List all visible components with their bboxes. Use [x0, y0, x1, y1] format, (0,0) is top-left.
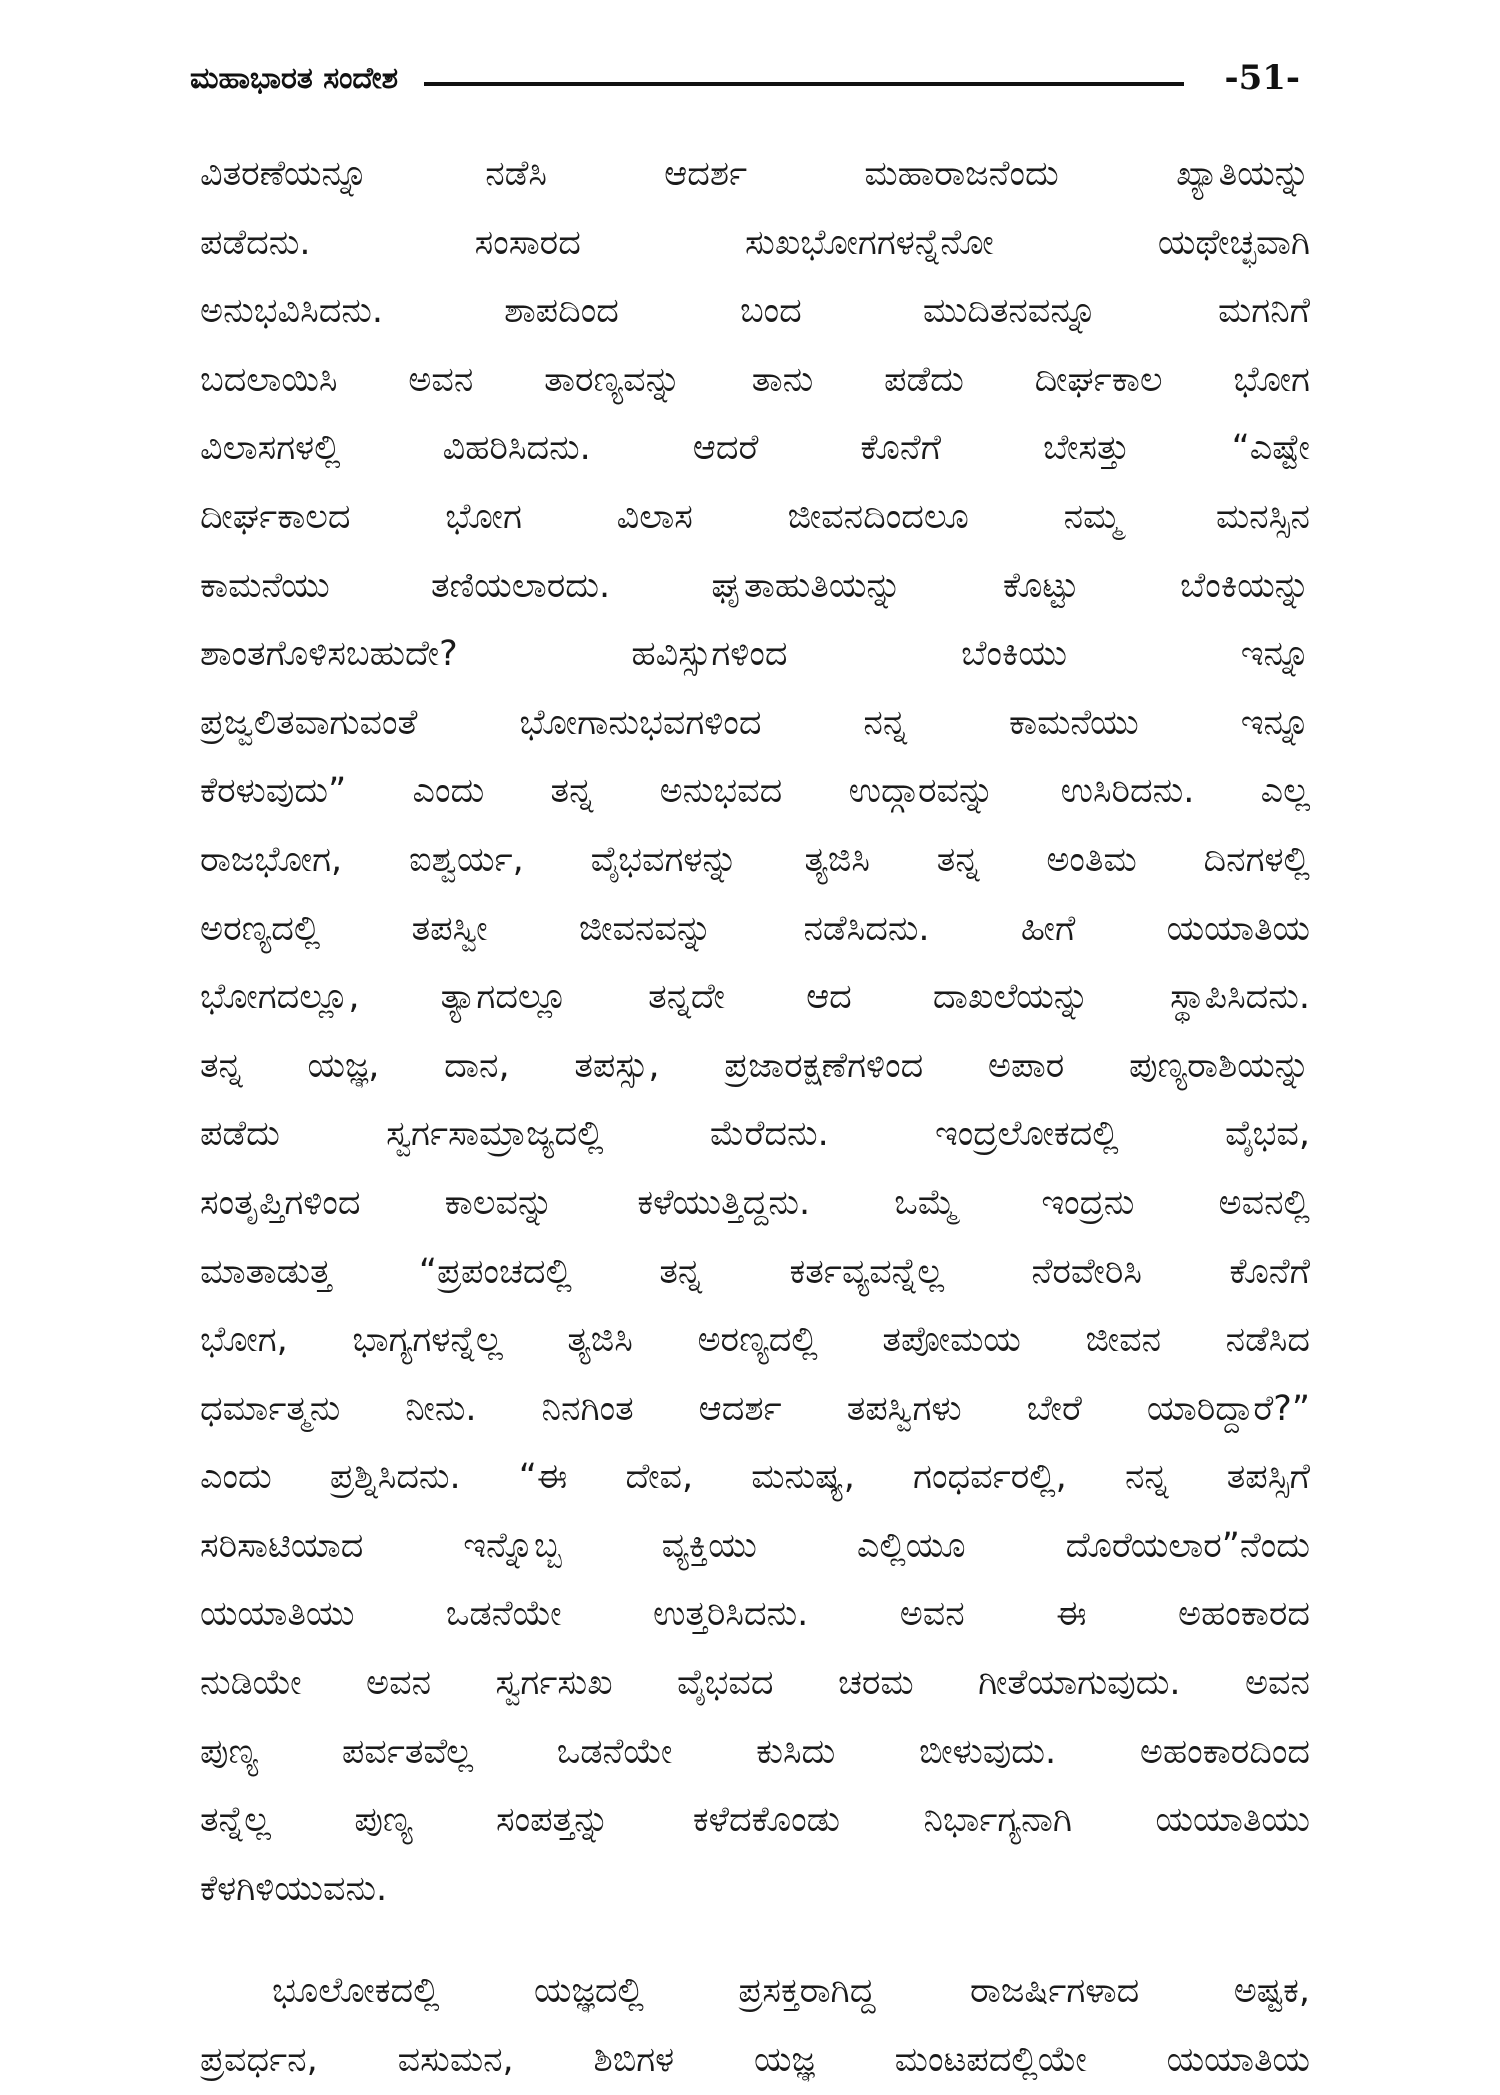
text-line: ಪಡೆದನು. ಸಂಸಾರದ ಸುಖಭೋಗಗಳನ್ನೆನೋ ಯಥೇಚ್ಛವಾಗಿ — [200, 222, 1310, 263]
text-line: ಪ್ರವರ್ಧನ, ವಸುಮನ, ಶಿಬಿಗಳ ಯಜ್ಞ ಮಂಟಪದಲ್ಲಿಯೇ ಯಯಾತಿಯ — [200, 2040, 1310, 2081]
text-line: ಸಂತೃಪ್ತಿಗಳಿಂದ ಕಾಲವನ್ನು ಕಳೆಯುತ್ತಿದ್ದನು. ಒಮ್ಮೆ ಇಂದ್ರನು ಅವನಲ್ಲಿ — [200, 1182, 1310, 1223]
text-line: ವಿತರಣೆಯನ್ನೂ ನಡೆಸಿ ಆದರ್ಶ ಮಹಾರಾಜನೆಂದು ಖ್ಯಾತಿಯನ್ನು — [200, 154, 1310, 194]
paragraph-list — [200, 140, 1310, 2095]
text-line: ಪುಣ್ಯ ಪರ್ವತವೆಲ್ಲ ಒಡನೆಯೇ ಕುಸಿದು ಬೀಳುವುದು. ಅಹಂಕಾರದಿಂದ — [200, 1731, 1310, 1772]
text-line: ಪ್ರಜ್ವಲಿತವಾಗುವಂತೆ ಭೋಗಾನುಭವಗಳಿಂದ ನನ್ನ ಕಾಮನೆಯು ಇನ್ನೂ — [200, 702, 1310, 743]
page-number: -51- — [1224, 58, 1300, 98]
paragraph-gap — [200, 1923, 1310, 1957]
header-rule — [424, 82, 1184, 86]
text-line: ಕಾಮನೆಯು ತಣಿಯಲಾರದು. ಘೃತಾಹುತಿಯನ್ನು ಕೊಟ್ಟು ಬೆಂಕಿಯನ್ನು — [200, 565, 1310, 606]
text-line: ಬದಲಾಯಿಸಿ ಅವನ ತಾರಣ್ಯವನ್ನು ತಾನು ಪಡೆದು ದೀರ್ಘಕಾಲ ಭೋಗ — [200, 359, 1310, 400]
text-line: ಕೆಳಗಿಳಿಯುವನು. — [200, 1868, 388, 1909]
text-line: ಭೋಗದಲ್ಲೂ, ತ್ಯಾಗದಲ್ಲೂ ತನ್ನದೇ ಆದ ದಾಖಲೆಯನ್ನು ಸ್ಥಾಪಿಸಿದನು. — [200, 977, 1310, 1018]
text-line: ಯಯಾತಿಯು ಒಡನೆಯೇ ಉತ್ತರಿಸಿದನು. ಅವನ ಈ ಅಹಂಕಾರದ — [200, 1594, 1310, 1635]
text-line: ಎಂದು ಪ್ರಶ್ನಿಸಿದನು. “ಈ ದೇವ, ಮನುಷ್ಯ, ಗಂಧರ್ವರಲ್ಲಿ, ನನ್ನ ತಪಸ್ಸಿಗೆ — [200, 1457, 1310, 1498]
text-line: ಅನುಭವಿಸಿದನು. ಶಾಪದಿಂದ ಬಂದ ಮುದಿತನವನ್ನೂ ಮಗನಿಗೆ — [200, 291, 1310, 332]
paragraph — [200, 1957, 1310, 2094]
text-line: ದೀರ್ಘಕಾಲದ ಭೋಗ ವಿಲಾಸ ಜೀವನದಿಂದಲೂ ನಮ್ಮ ಮನಸ್ಸಿನ — [200, 496, 1310, 537]
text-line: ಭೋಗ, ಭಾಗ್ಯಗಳನ್ನೆಲ್ಲ ತ್ಯಜಿಸಿ ಅರಣ್ಯದಲ್ಲಿ ತಪೋಮಯ ಜೀವನ ನಡೆಸಿದ — [200, 1320, 1310, 1361]
body-text — [200, 140, 1310, 2095]
text-line: ಮಾತಾಡುತ್ತ “ಪ್ರಪಂಚದಲ್ಲಿ ತನ್ನ ಕರ್ತವ್ಯವನ್ನೆಲ್ಲ ನೆರವೇರಿಸಿ ಕೊನೆಗೆ — [200, 1251, 1310, 1292]
running-header — [190, 48, 1310, 108]
book-title: ಮಹಾಭಾರತ ಸಂದೇಶ — [190, 60, 399, 96]
text-line: ವಿಲಾಸಗಳಲ್ಲಿ ವಿಹರಿಸಿದನು. ಆದರೆ ಕೊನೆಗೆ ಬೇಸತ್ತು “ಎಷ್ಟೇ — [200, 428, 1310, 469]
text-line: ಪಡೆದು ಸ್ವರ್ಗಸಾಮ್ರಾಜ್ಯದಲ್ಲಿ ಮೆರೆದನು. ಇಂದ್ರಲೋಕದಲ್ಲಿ ವೈಭವ, — [200, 1114, 1310, 1155]
paragraph — [200, 140, 1310, 1923]
text-line: ಸರಿಸಾಟಿಯಾದ ಇನ್ನೊಬ್ಬ ವ್ಯಕ್ತಿಯು ಎಲ್ಲಿಯೂ ದೊರೆಯಲಾರ”ನೆಂದು — [200, 1525, 1310, 1566]
text-line: ಧರ್ಮಾತ್ಮನು ನೀನು. ನಿನಗಿಂತ ಆದರ್ಶ ತಪಸ್ವಿಗಳು ಬೇರೆ ಯಾರಿದ್ದಾರೆ?” — [200, 1388, 1310, 1429]
text-line: ತನ್ನೆಲ್ಲ ಪುಣ್ಯ ಸಂಪತ್ತನ್ನು ಕಳೆದಕೊಂಡು ನಿರ್ಭಾಗ್ಯನಾಗಿ ಯಯಾತಿಯು — [200, 1800, 1310, 1841]
text-line: ನುಡಿಯೇ ಅವನ ಸ್ವರ್ಗಸುಖ ವೈಭವದ ಚರಮ ಗೀತೆಯಾಗುವುದು. ಅವನ — [200, 1663, 1310, 1704]
text-line: ಕೆರಳುವುದು” ಎಂದು ತನ್ನ ಅನುಭವದ ಉದ್ಗಾರವನ್ನು ಉಸಿರಿದನು. ಎಲ್ಲ — [200, 771, 1310, 812]
text-line: ರಾಜಭೋಗ, ಐಶ್ವರ್ಯ, ವೈಭವಗಳನ್ನು ತ್ಯಜಿಸಿ ತನ್ನ ಅಂತಿಮ ದಿನಗಳಲ್ಲಿ — [200, 839, 1310, 880]
text-line: ಭೂಲೋಕದಲ್ಲಿ ಯಜ್ಞದಲ್ಲಿ ಪ್ರಸಕ್ತರಾಗಿದ್ದ ರಾಜರ್ಷಿಗಳಾದ ಅಷ್ಟಕ, — [272, 1971, 1310, 2012]
text-line: ಅರಣ್ಯದಲ್ಲಿ ತಪಸ್ವೀ ಜೀವನವನ್ನು ನಡೆಸಿದನು. ಹೀಗೆ ಯಯಾತಿಯ — [200, 908, 1310, 949]
text-line: ಶಾಂತಗೊಳಿಸಬಹುದೇ? ಹವಿಸ್ಸುಗಳಿಂದ ಬೆಂಕಿಯು ಇನ್ನೂ — [200, 634, 1310, 675]
text-line: ತನ್ನ ಯಜ್ಞ, ದಾನ, ತಪಸ್ಸು, ಪ್ರಜಾರಕ್ಷಣೆಗಳಿಂದ ಅಪಾರ ಪುಣ್ಯರಾಶಿಯನ್ನು — [200, 1045, 1310, 1086]
